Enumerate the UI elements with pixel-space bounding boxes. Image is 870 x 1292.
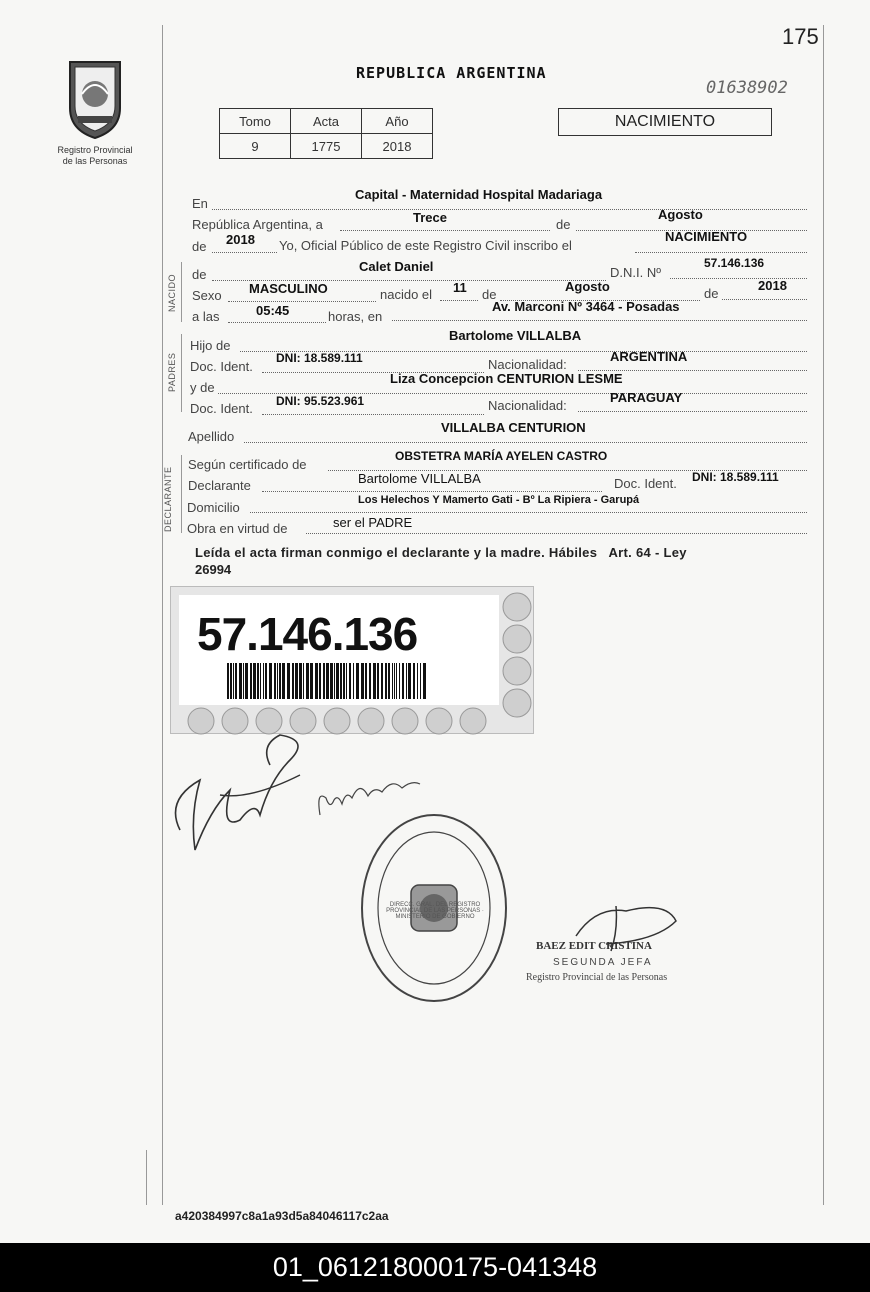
barcode-bar — [250, 663, 252, 699]
label-segun: Según certificado de — [188, 457, 307, 472]
barcode-bar — [399, 663, 400, 699]
child-dni: 57.146.136 — [704, 256, 765, 270]
label-sexo: Sexo — [192, 288, 222, 303]
barcode-bar — [299, 663, 302, 699]
birth-day: 11 — [453, 280, 467, 295]
barcode-bar — [243, 663, 244, 699]
official-role: SEGUNDA JEFA — [553, 957, 653, 968]
act-kind: NACIMIENTO — [665, 229, 748, 244]
barcode-bar — [373, 663, 376, 699]
closing-note-line-2: 26994 — [195, 562, 232, 577]
act-type-box: NACIMIENTO — [558, 108, 772, 136]
barcode-bar — [423, 663, 426, 699]
barcode-bar — [239, 663, 242, 699]
barcode-bar — [326, 663, 329, 699]
label-father-doc: Doc. Ident. — [190, 359, 253, 374]
official-name: BAEZ EDIT CRISTINA — [536, 940, 652, 952]
barcode-bar — [356, 663, 359, 699]
registry-table — [219, 108, 433, 159]
father-doc: DNI: 18.589.111 — [276, 351, 363, 365]
label-y-de: y de — [190, 380, 215, 395]
declarant-role: ser el PADRE — [333, 515, 413, 530]
stamp-text: DIRECC. GRAL. DEL REGISTRO PROVINCIAL DE LAS PERSONAS · MINISTERIO DE GOBIERNO — [386, 902, 484, 920]
barcode-bar — [377, 663, 379, 699]
barcode-bar — [334, 663, 335, 699]
label-father-nationality: Nacionalidad: — [488, 357, 567, 372]
mother-doc: DNI: 95.523.961 — [276, 394, 365, 408]
right-margin-line — [823, 25, 824, 1205]
barcode-bar — [260, 663, 261, 699]
birth-month: Agosto — [565, 279, 610, 294]
label-declarant-doc: Doc. Ident. — [614, 476, 677, 491]
barcode-bar — [245, 663, 248, 699]
certificate-issuer: OBSTETRA MARÍA AYELEN CASTRO — [395, 449, 608, 463]
official-stamp — [356, 810, 516, 1015]
label-de-child: de — [192, 267, 207, 282]
section-nacido: NACIDO — [167, 273, 177, 312]
label-de-month: de — [556, 217, 571, 232]
child-sex: MASCULINO — [249, 281, 328, 296]
barcode-bar — [282, 663, 285, 699]
barcode-bar — [365, 663, 367, 699]
birth-time: 05:45 — [256, 303, 290, 318]
tomo-header: Tomo — [220, 109, 291, 134]
closing-note-line-1: Leída el acta firman conmigo el declarante y la madre. Hábiles Art. 64 - Ley — [195, 545, 687, 560]
barcode-bar — [402, 663, 404, 699]
barcode-bar — [227, 663, 229, 699]
section-declarante: DECLARANTE — [163, 466, 173, 532]
birth-place: Av. Marconi Nº 3464 - Posadas — [492, 299, 680, 314]
barcode-bar — [408, 663, 411, 699]
label-apellido: Apellido — [188, 429, 235, 444]
barcode-bar — [417, 663, 418, 699]
father-name: Bartolome VILLALBA — [449, 328, 582, 343]
place-of-registration: Capital - Maternidad Hospital Madariaga — [355, 187, 603, 202]
birth-year: 2018 — [758, 278, 787, 293]
seal-caption-line-2: de las Personas — [62, 156, 128, 166]
barcode-bar — [287, 663, 290, 699]
page-number: 175 — [782, 24, 819, 49]
label-de-year: de — [192, 239, 207, 254]
label-obra: Obra en virtud de — [187, 521, 288, 536]
declarant-signature — [160, 720, 330, 875]
barcode-bar — [235, 663, 237, 699]
barcode-bar — [274, 663, 276, 699]
acta-header: Acta — [291, 109, 362, 134]
acta-value: 1775 — [291, 134, 362, 159]
label-mother-nationality: Nacionalidad: — [488, 398, 567, 413]
barcode-bar — [330, 663, 333, 699]
label-en: En — [192, 196, 208, 211]
seal-caption-line-1: Registro Provincial — [57, 145, 133, 155]
registration-month: Agosto — [658, 207, 703, 222]
barcode-bar — [388, 663, 390, 699]
label-horas: horas, en — [328, 309, 383, 324]
barcode-bar — [269, 663, 272, 699]
barcode-bar — [336, 663, 339, 699]
father-nationality: ARGENTINA — [610, 349, 688, 364]
left-margin-line — [162, 25, 163, 1205]
anio-value: 2018 — [362, 134, 433, 159]
footer-identifier: 01_061218000175-041348 — [0, 1243, 870, 1292]
document-heading: REPUBLICA ARGENTINA — [356, 64, 547, 82]
declarant-doc: DNI: 18.589.111 — [692, 470, 779, 484]
barcode-bar — [292, 663, 294, 699]
label-a-las: a las — [192, 309, 220, 324]
barcode-bar — [230, 663, 232, 699]
declarant-address: Los Helechos Y Mamerto Gati - Bº La Ripiera - Garupá — [358, 494, 640, 506]
dni-sticker-number: 57.146.136 — [197, 608, 418, 660]
barcode-bar — [257, 663, 259, 699]
footer-margin-line — [146, 1150, 147, 1205]
barcode-bar — [340, 663, 342, 699]
mother-name: Liza Concepcion CENTURION LESME — [390, 371, 623, 386]
section-padres: PADRES — [167, 352, 177, 392]
label-nacido: nacido el — [380, 287, 433, 302]
barcode-bar — [233, 663, 234, 699]
mother-nationality: PARAGUAY — [610, 390, 683, 405]
barcode-bar — [349, 663, 351, 699]
barcode-bar — [315, 663, 318, 699]
child-name: Calet Daniel — [359, 259, 434, 274]
label-republica: República Argentina, a — [192, 217, 323, 232]
barcode-bar — [385, 663, 387, 699]
barcode-bar — [310, 663, 313, 699]
anio-header: Año — [362, 109, 433, 134]
barcode-bar — [406, 663, 407, 699]
barcode-bar — [303, 663, 304, 699]
barcode-bar — [392, 663, 393, 699]
declarant-name: Bartolome VILLALBA — [358, 471, 481, 486]
tomo-value: 9 — [220, 134, 291, 159]
barcode-bar — [277, 663, 278, 699]
barcode-bar — [413, 663, 415, 699]
barcode-bar — [253, 663, 256, 699]
barcode-bar — [279, 663, 281, 699]
sheet-number: 01638902 — [706, 78, 788, 98]
document-hash: a420384997c8a1a93d5a84046117c2aa — [175, 1209, 389, 1223]
barcode-bar — [343, 663, 345, 699]
barcode-bar — [265, 663, 267, 699]
label-de-birth-month: de — [482, 287, 497, 302]
barcode-bar — [369, 663, 371, 699]
barcode-bar — [263, 663, 264, 699]
label-mother-doc: Doc. Ident. — [190, 401, 253, 416]
label-dni: D.N.I. Nº — [610, 265, 661, 280]
label-de-birth-year: de — [704, 286, 719, 301]
barcode-bar — [319, 663, 321, 699]
barcode-bar — [346, 663, 347, 699]
label-hijo-de: Hijo de — [190, 338, 231, 353]
barcode-bar — [353, 663, 354, 699]
dni-sticker — [170, 586, 534, 734]
barcode-bar — [420, 663, 421, 699]
barcode-bar — [396, 663, 397, 699]
surname: VILLALBA CENTURION — [441, 420, 586, 435]
barcode-bar — [361, 663, 364, 699]
barcode-bar — [394, 663, 395, 699]
barcode-bar — [306, 663, 309, 699]
registration-day: Trece — [413, 210, 447, 225]
provincial-seal — [62, 56, 128, 140]
label-declarante: Declarante — [188, 478, 251, 493]
barcode-bar — [295, 663, 298, 699]
label-domicilio: Domicilio — [187, 500, 240, 515]
barcode-bar — [381, 663, 383, 699]
official-org: Registro Provincial de las Personas — [526, 972, 668, 983]
label-oficial: Yo, Oficial Público de este Registro Civil inscribo el — [279, 238, 572, 253]
registration-year: 2018 — [226, 232, 255, 247]
barcode-bar — [323, 663, 325, 699]
